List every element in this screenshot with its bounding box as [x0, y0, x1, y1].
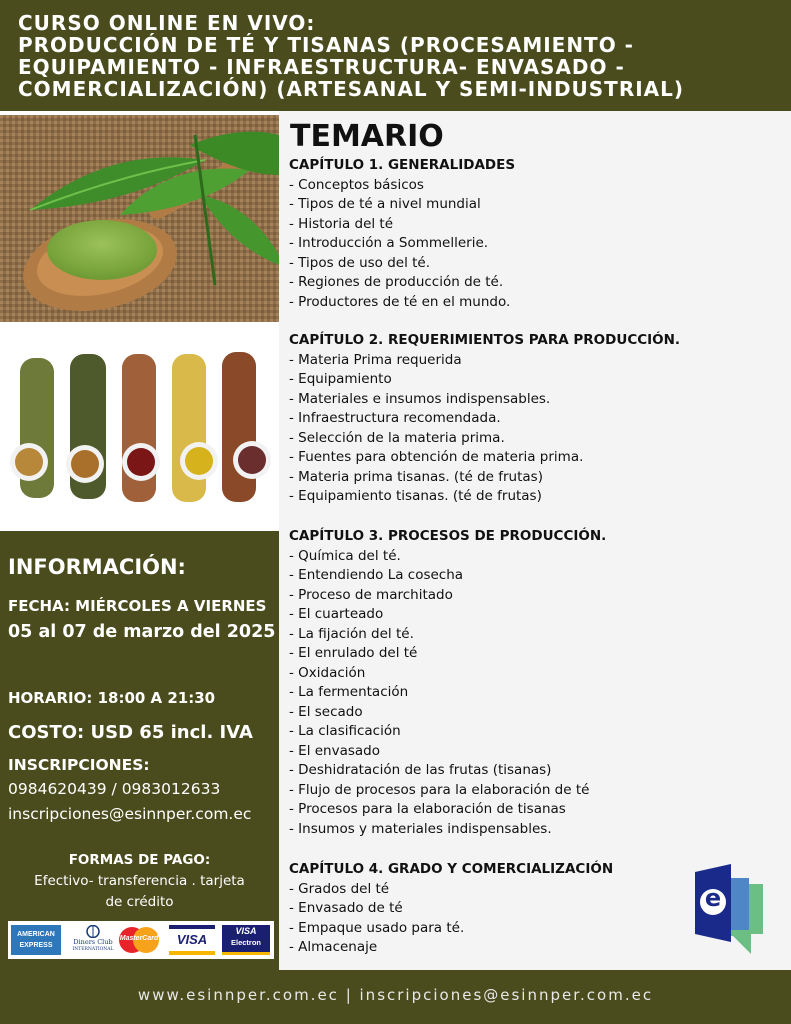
chapter-title: CAPÍTULO 4. GRADO Y COMERCIALIZACIÓN: [289, 861, 614, 877]
course-title-line: COMERCIALIZACIÓN) (ARTESANAL Y SEMI-INDUSTRIAL): [18, 77, 685, 101]
list-item: - Equipamiento: [289, 371, 392, 387]
list-item: - La fermentación: [289, 684, 409, 700]
list-item: - Productores de té en el mundo.: [289, 293, 511, 310]
registration-email[interactable]: inscripciones@esinnper.com.ec: [8, 805, 252, 823]
visa-electron-logo-text: VISA: [235, 926, 257, 936]
chapter-title: CAPÍTULO 2. REQUERIMIENTOS PARA PRODUCCIÓN.: [289, 332, 681, 348]
matcha-tea-photo: [0, 115, 279, 322]
list-item: - La clasificación: [289, 723, 401, 739]
header-banner: [0, 0, 791, 111]
list-item: - Proceso de marchitado: [289, 586, 453, 603]
payment-methods-text: Efectivo- transferencia . tarjeta: [34, 873, 245, 889]
registration-label: INSCRIPCIONES:: [8, 756, 150, 774]
tea-varieties-photo: [0, 330, 279, 530]
course-title-line: PRODUCCIÓN DE TÉ Y TISANAS (PROCESAMIENTO -: [18, 33, 634, 57]
visa-electron-logo-text: Electron: [230, 938, 261, 947]
list-item: - El enrulado del té: [289, 645, 418, 661]
cost: COSTO: USD 65 incl. IVA: [8, 722, 253, 743]
diners-logo-text: Diners Club: [73, 938, 113, 946]
chapter-title: CAPÍTULO 3. PROCESOS DE PRODUCCIÓN.: [289, 528, 607, 544]
phone-numbers[interactable]: 0984620439 / 0983012633: [8, 780, 221, 798]
chapter-1: [289, 156, 784, 312]
list-item: - Tipos de té a nivel mundial: [289, 196, 481, 212]
list-item: - Historia del té: [289, 215, 394, 232]
list-item: - Procesos para la elaboración de tisanas: [289, 801, 566, 817]
diners-club-logo: [68, 925, 118, 955]
list-item: - Almacenaje: [289, 939, 378, 955]
syllabus-panel: [279, 111, 791, 970]
mastercard-logo-text: MasterCard: [119, 935, 159, 942]
esinnper-logo-letter: e: [704, 884, 722, 912]
list-item: - Introducción a Sommellerie.: [289, 235, 489, 251]
esinnper-logo: [693, 864, 765, 956]
list-item: - El envasado: [289, 742, 380, 759]
list-item: - Tipos de uso del té.: [289, 254, 431, 271]
list-item: - Flujo de procesos para la elaboración de té: [289, 781, 590, 798]
info-panel: [0, 531, 279, 970]
syllabus-title: TEMARIO: [290, 119, 444, 154]
list-item: - Envasado de té: [289, 900, 403, 916]
visa-electron-logo: [222, 925, 270, 955]
payment-methods-text: de crédito: [105, 894, 174, 910]
list-item: - Entendiendo La cosecha: [289, 567, 464, 583]
list-item: - El cuarteado: [289, 606, 384, 622]
amex-logo-text: AMERICAN: [17, 931, 55, 938]
date-value: 05 al 07 de marzo del 2025: [8, 622, 276, 642]
list-item: - Insumos y materiales indispensables.: [289, 820, 552, 837]
course-title-line: EQUIPAMIENTO - INFRAESTRUCTURA- ENVASADO -: [18, 55, 625, 79]
date-label: FECHA: MIÉRCOLES A VIERNES: [8, 597, 267, 615]
list-item: - Materiales e insumos indispensables.: [289, 390, 551, 407]
info-heading: INFORMACIÓN:: [8, 555, 186, 579]
course-title: [18, 12, 778, 100]
list-item: - Deshidratación de las frutas (tisanas): [289, 762, 552, 778]
mastercard-logo: [116, 925, 162, 955]
list-item: - Oxidación: [289, 664, 366, 681]
list-item: - Selección de la materia prima.: [289, 429, 505, 446]
list-item: - Fuentes para obtención de materia prima.: [289, 449, 584, 465]
amex-logo: [11, 925, 61, 955]
card-logos: [8, 921, 274, 959]
amex-logo-text: EXPRESS: [19, 942, 53, 949]
list-item: - Conceptos básicos: [289, 176, 424, 193]
visa-logo: VISA: [169, 925, 215, 955]
chapter-2: [289, 331, 784, 507]
list-item: - Materia Prima requerida: [289, 351, 462, 368]
list-item: - El secado: [289, 703, 363, 720]
schedule: HORARIO: 18:00 A 21:30: [8, 689, 216, 707]
list-item: - Materia prima tisanas. (té de frutas): [289, 468, 543, 485]
list-item: - Equipamiento tisanas. (té de frutas): [289, 488, 542, 504]
list-item: - Grados del té: [289, 880, 390, 897]
list-item: - Infraestructura recomendada.: [289, 410, 501, 426]
course-title-line: CURSO ONLINE EN VIVO:: [18, 11, 316, 35]
chapter-3: [289, 527, 784, 839]
payment-methods-label: FORMAS DE PAGO:: [68, 852, 211, 868]
footer-contact: www.esinnper.com.ec | inscripciones@esinnper.com.ec: [0, 970, 791, 1024]
chapter-title: CAPÍTULO 1. GENERALIDADES: [289, 157, 516, 173]
list-item: - La fijación del té.: [289, 625, 414, 642]
list-item: - Química del té.: [289, 547, 401, 564]
list-item: - Regiones de producción de té.: [289, 274, 504, 290]
list-item: - Empaque usado para té.: [289, 919, 465, 936]
diners-logo-text: INTERNATIONAL: [72, 947, 114, 952]
